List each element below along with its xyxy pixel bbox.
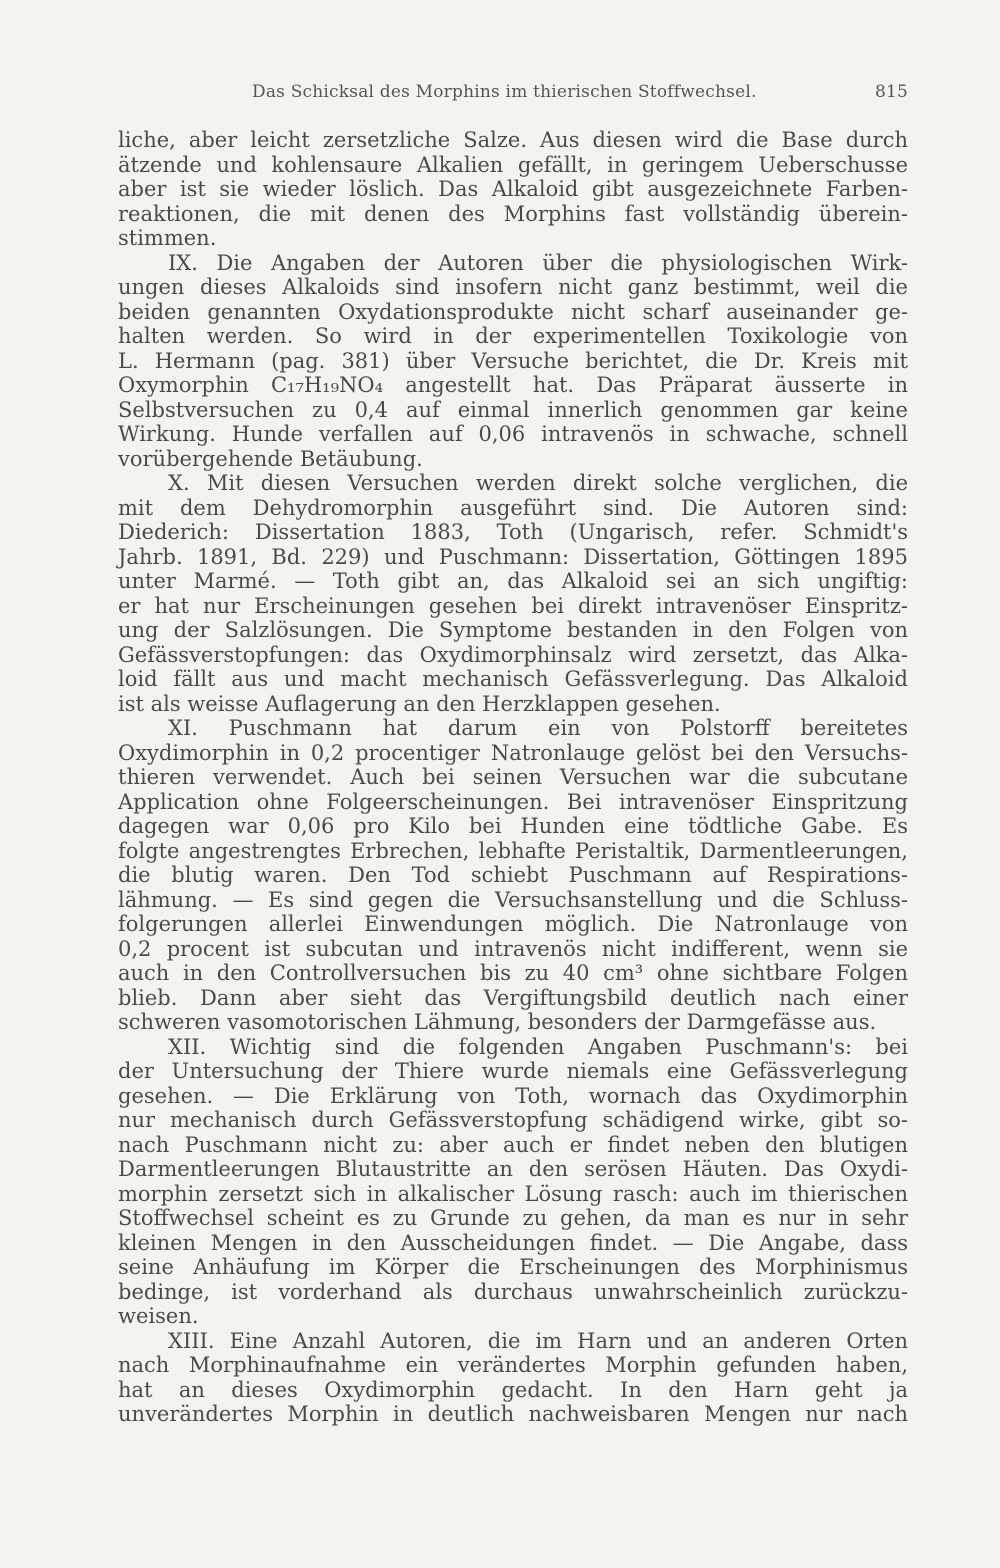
text-line: Darmentleerungen Blutaustritte an den serösen Häuten. Das Oxydi- [118, 1157, 908, 1181]
text-line: beiden genannten Oxydationsprodukte nicht scharf auseinander ge- [118, 299, 908, 324]
text-line: nur mechanisch durch Gefässverstopfung schädigend wirke, gibt so- [118, 1108, 908, 1132]
text-line: morphin zersetzt sich in alkalischer Lösung rasch: auch im thierischen [118, 1181, 908, 1206]
text-line: Oxymorphin C₁₇H₁₉NO₄ angestellt hat. Das Präparat äusserte in [118, 373, 908, 397]
text-line: IX. Die Angaben der Autoren über die physiologischen Wirk- [168, 250, 908, 275]
text-line: blieb. Dann aber sieht das Vergiftungsbild deutlich nach einer [118, 985, 908, 1010]
text-line: reaktionen, die mit denen des Morphins fast vollständig überein- [118, 201, 908, 226]
text-line: ist als weisse Auflagerung an den Herzklappen gesehen. [118, 691, 721, 716]
text-line: ungen dieses Alkaloids sind insofern nicht ganz bestimmt, weil die [118, 275, 908, 299]
text-line: bedinge, ist vorderhand als durchaus unwahrscheinlich zurückzu- [118, 1279, 908, 1304]
text-line: schweren vasomotorischen Lähmung, besonders der Darmgefässe aus. [118, 1010, 877, 1034]
text-line: hat an dieses Oxydimorphin gedacht. In den Harn geht ja [118, 1377, 908, 1402]
text-line: folgerungen allerlei Einwendungen möglich. Die Natronlauge von [118, 912, 908, 936]
text-line: unter Marmé. — Toth gibt an, das Alkaloid sei an sich ungiftig: [118, 569, 908, 593]
text-line: loid fällt aus und macht mechanisch Gefässverlegung. Das Alkaloid [118, 667, 908, 691]
text-line: dagegen war 0,06 pro Kilo bei Hunden eine tödtliche Gabe. Es [118, 814, 908, 838]
text-line: mit dem Dehydromorphin ausgeführt sind. Die Autoren sind: [118, 495, 908, 520]
text-line: Wirkung. Hunde verfallen auf 0,06 intravenös in schwache, schnell [118, 422, 908, 446]
text-line: Jahrb. 1891, Bd. 229) und Puschmann: Dissertation, Göttingen 1895 [118, 544, 908, 569]
text-line: folgte angestrengtes Erbrechen, lebhafte Peristaltik, Darmentleerungen, [118, 838, 908, 863]
text-line: weisen. [118, 1304, 199, 1328]
text-line: Oxydimorphin in 0,2 procentiger Natronlauge gelöst bei den Versuchs- [118, 740, 908, 765]
text-line: lähmung. — Es sind gegen die Versuchsanstellung und die Schluss- [118, 887, 908, 912]
text-line: auch in den Controllversuchen bis zu 40 cm³ ohne sichtbare Folgen [118, 961, 908, 985]
text-line: seine Anhäufung im Körper die Erscheinungen des Morphinismus [118, 1255, 908, 1279]
text-line: Selbstversuchen zu 0,4 auf einmal innerlich genommen gar keine [118, 397, 908, 422]
text-line: stimmen. [118, 226, 217, 250]
text-line: Stoffwechsel scheint es zu Grunde zu gehen, da man es nur in sehr [118, 1206, 908, 1230]
text-line: Gefässverstopfungen: das Oxydimorphinsalz wird zersetzt, das Alka- [118, 642, 908, 667]
page-number: 815 [874, 82, 908, 102]
text-line: aber ist sie wieder löslich. Das Alkaloid gibt ausgezeichnete Farben- [118, 177, 908, 201]
running-title: Das Schicksal des Morphins im thierischen Stoffwechsel. [252, 82, 757, 102]
text-line: 0,2 procent ist subcutan und intravenös nicht indifferent, wenn sie [118, 936, 908, 961]
running-header [118, 82, 908, 108]
text-line: ung der Salzlösungen. Die Symptome bestanden in den Folgen von [118, 618, 908, 642]
text-line: kleinen Mengen in den Ausscheidungen findet. — Die Angabe, dass [118, 1230, 908, 1255]
text-line: unverändertes Morphin in deutlich nachweisbaren Mengen nur nach [118, 1402, 908, 1426]
text-line: vorübergehende Betäubung. [118, 446, 423, 471]
text-line: XII. Wichtig sind die folgenden Angaben Puschmann's: bei [168, 1034, 908, 1059]
text-line: XI. Puschmann hat darum ein von Polstorff bereitetes [168, 716, 908, 740]
text-line: die blutig waren. Den Tod schiebt Puschmann auf Respirations- [118, 863, 908, 887]
text-line: gesehen. — Die Erklärung von Toth, wornach das Oxydimorphin [118, 1083, 908, 1108]
text-line: ätzende und kohlensaure Alkalien gefällt, in geringem Ueberschusse [118, 152, 908, 177]
text-line: nach Puschmann nicht zu: aber auch er findet neben den blutigen [118, 1132, 908, 1157]
text-line: liche, aber leicht zersetzliche Salze. Aus diesen wird die Base durch [118, 128, 908, 152]
text-line: X. Mit diesen Versuchen werden direkt solche verglichen, die [168, 471, 908, 495]
text-line: Application ohne Folgeerscheinungen. Bei intravenöser Einspritzung [118, 789, 908, 814]
text-line: der Untersuchung der Thiere wurde niemals eine Gefässverlegung [118, 1059, 908, 1083]
body-text [118, 128, 908, 1427]
text-line: thieren verwendet. Auch bei seinen Versuchen war die subcutane [118, 765, 908, 789]
text-line: halten werden. So wird in der experimentellen Toxikologie von [118, 324, 908, 348]
text-line: er hat nur Erscheinungen gesehen bei direkt intravenöser Einspritz- [118, 593, 908, 618]
text-line: XIII. Eine Anzahl Autoren, die im Harn und an anderen Orten [168, 1328, 908, 1353]
text-line: nach Morphinaufnahme ein verändertes Morphin gefunden haben, [118, 1353, 908, 1377]
text-line: L. Hermann (pag. 381) über Versuche berichtet, die Dr. Kreis mit [118, 348, 908, 373]
text-line: Diederich: Dissertation 1883, Toth (Ungarisch, refer. Schmidt's [118, 520, 908, 544]
